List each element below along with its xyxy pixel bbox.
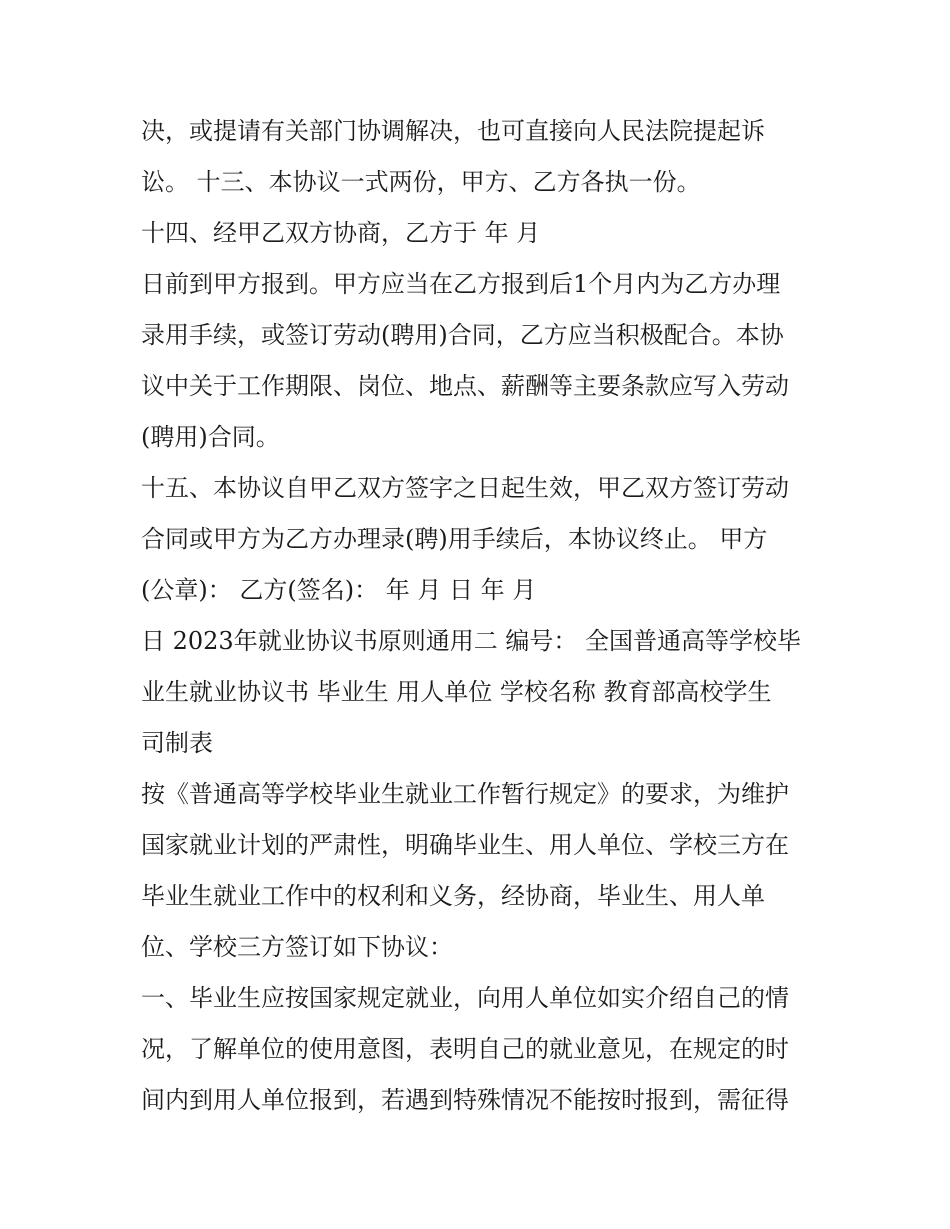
text-line: 国家就业计划的严肃性，明确毕业生、用人单位、学校三方在	[141, 831, 789, 859]
document-body	[141, 106, 821, 1126]
text-line: 议中关于工作期限、岗位、地点、薪酬等主要条款应写入劳动	[141, 372, 789, 400]
text-line: 十四、经甲乙双方协商，乙方于 年 月	[141, 219, 541, 247]
text-line: 况，了解单位的使用意图，表明自己的就业意见，在规定的时	[141, 1035, 789, 1063]
text-line: 毕业生就业工作中的权利和义务，经协商，毕业生、用人单	[141, 882, 765, 910]
text-line: 录用手续，或签订劳动(聘用)合同，乙方应当积极配合。本协	[141, 321, 784, 349]
text-line: (聘用)合同。	[141, 423, 280, 451]
text-line: 日前到甲方报到。甲方应当在乙方报到后1个月内为乙方办理	[141, 270, 781, 298]
text-line: 一、毕业生应按国家规定就业，向用人单位如实介绍自己的情	[141, 984, 789, 1012]
text-line: 司制表	[141, 729, 213, 757]
text-line: 十五、本协议自甲乙双方签字之日起生效，甲乙双方签订劳动	[141, 474, 789, 502]
text-line: (公章)： 乙方(签名)： 年 月 日 年 月	[141, 576, 537, 604]
text-line: 业生就业协议书 毕业生 用人单位 学校名称 教育部高校学生	[141, 678, 772, 706]
text-line: 讼。 十三、本协议一式两份，甲方、乙方各执一份。	[141, 168, 701, 196]
text-line: 决，或提请有关部门协调解决，也可直接向人民法院提起诉	[141, 117, 765, 145]
text-line: 按《普通高等学校毕业生就业工作暂行规定》的要求，为维护	[141, 780, 789, 808]
text-line: 日 2023年就业协议书原则通用二 编号： 全国普通高等学校毕	[141, 627, 801, 655]
text-line: 合同或甲方为乙方办理录(聘)用手续后，本协议终止。 甲方	[141, 525, 768, 553]
text-line: 间内到用人单位报到，若遇到特殊情况不能按时报到，需征得	[141, 1086, 789, 1114]
text-line: 位、学校三方签订如下协议：	[141, 933, 453, 961]
